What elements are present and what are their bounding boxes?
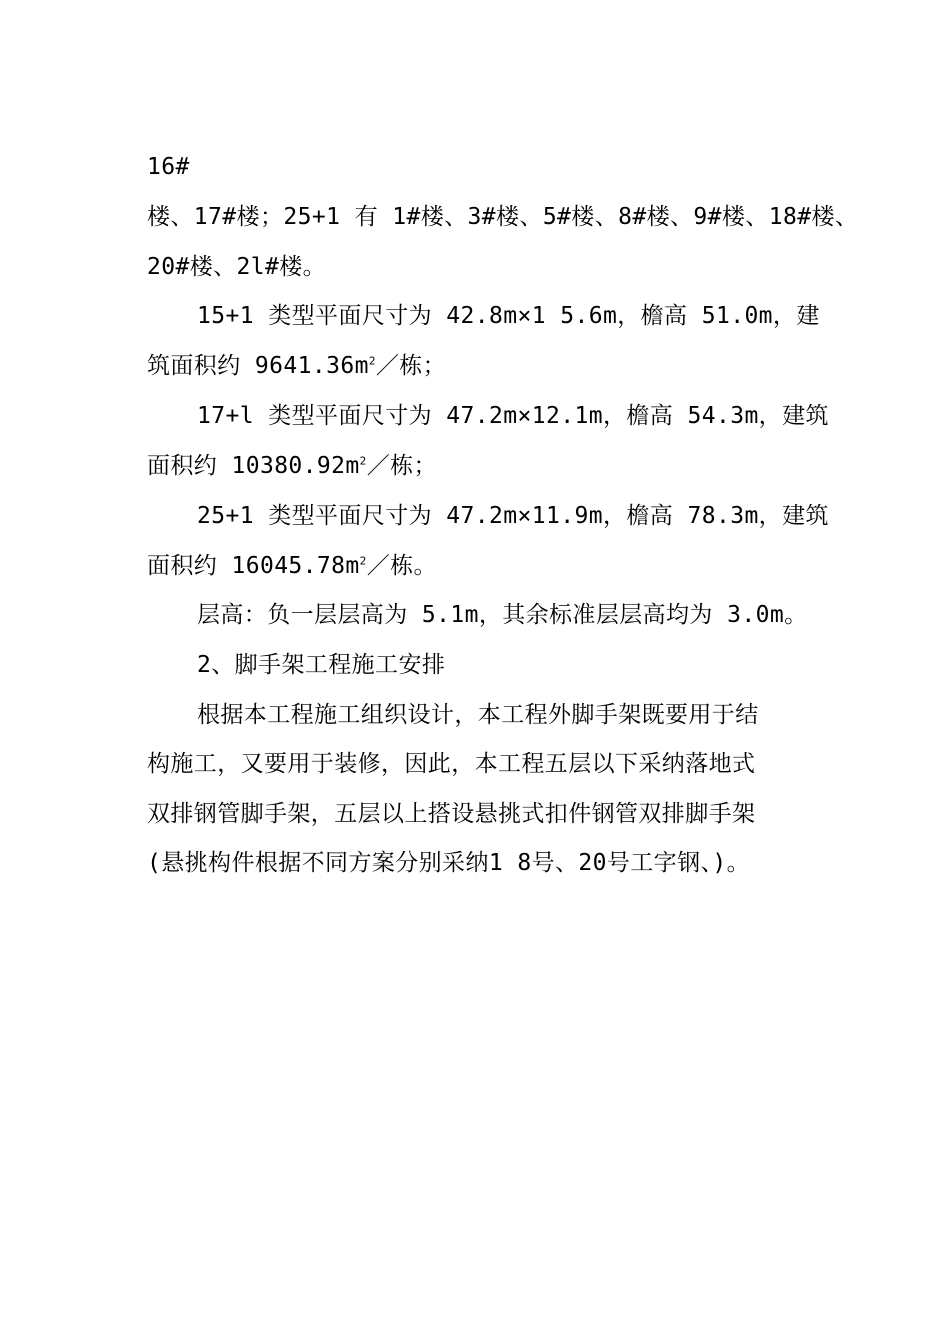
text-line-1: 16# bbox=[147, 154, 190, 180]
text-line-7: 层高：负一层层高为 5.1m，其余标准层层高均为 3.0m。 bbox=[197, 602, 808, 628]
superscript: 2 bbox=[359, 454, 367, 468]
area-line-1 bbox=[147, 351, 837, 381]
text-line-11: (悬挑构件根据不同方案分别采纳1 8号、20号工字钢、)。 bbox=[147, 850, 751, 876]
area-line-3 bbox=[147, 551, 837, 581]
text-line-2: 楼、17#楼；25+1 有 1#楼、3#楼、5#楼、8#楼、9#楼、18#楼、 bbox=[147, 204, 859, 230]
text-line-6: 25+1 类型平面尺寸为 47.2m×11.9m，檐高 78.3m，建筑 bbox=[197, 503, 829, 529]
text-line-5: 17+l 类型平面尺寸为 47.2m×12.1m，檐高 54.3m，建筑 bbox=[197, 403, 829, 429]
area-text: 面积约 10380.92m bbox=[147, 453, 360, 479]
area-line-2 bbox=[147, 451, 837, 481]
area-suffix: ／栋； bbox=[366, 453, 437, 479]
superscript: 2 bbox=[359, 554, 367, 568]
text-line-9: 构施工，又要用于装修，因此，本工程五层以下采纳落地式 bbox=[147, 751, 756, 777]
area-text: 筑面积约 9641.36m bbox=[147, 353, 369, 379]
superscript: 2 bbox=[368, 354, 376, 368]
text-line-10: 双排钢管脚手架，五层以上搭设悬挑式扣件钢管双排脚手架 bbox=[147, 801, 756, 827]
text-line-3: 20#楼、2l#楼。 bbox=[147, 254, 327, 280]
area-suffix: ／栋。 bbox=[366, 553, 437, 579]
section-heading: 2、脚手架工程施工安排 bbox=[197, 652, 446, 678]
text-line-8: 根据本工程施工组织设计，本工程外脚手架既要用于结 bbox=[197, 702, 759, 728]
text-line-4: 15+1 类型平面尺寸为 42.8m×1 5.6m，檐高 51.0m，建 bbox=[197, 303, 820, 329]
area-suffix: ／栋； bbox=[375, 353, 447, 379]
area-text: 面积约 16045.78m bbox=[147, 553, 360, 579]
